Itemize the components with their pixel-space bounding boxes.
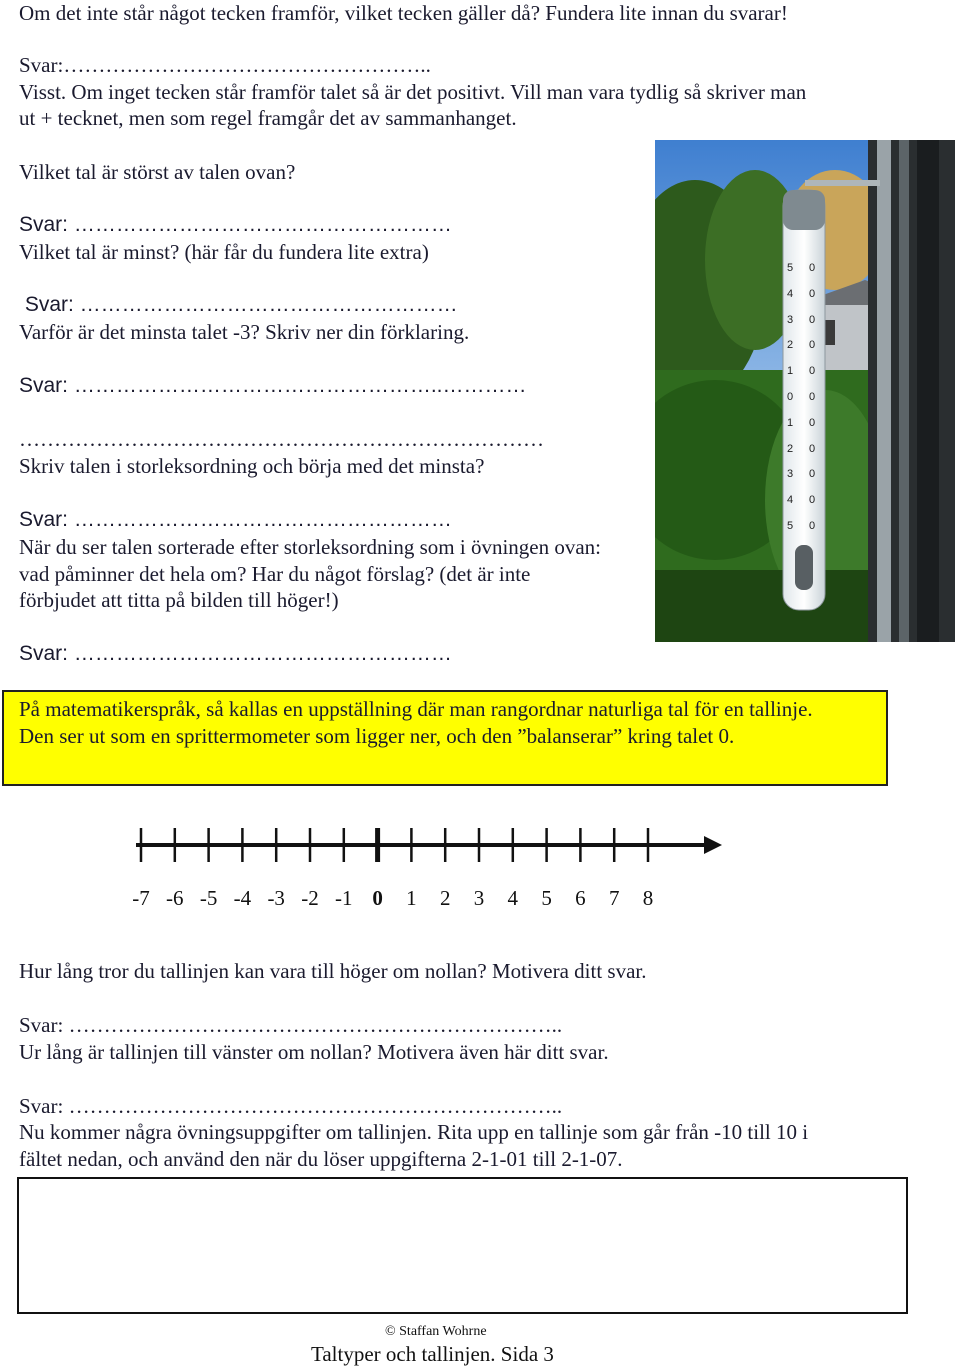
page-footer: Taltyper och tallinjen. Sida 3	[311, 1342, 554, 1366]
number-line	[130, 822, 730, 872]
exercise-instruction: Nu kommer några övningsuppgifter om tallinjen. Rita upp en tallinje som går från -10 till 10 i	[19, 1120, 809, 1144]
explanation-text: ut + tecknet, men som regel framgår det av sammanhanget.	[19, 106, 517, 130]
question-left-length: Ur lång är tallinjen till vänster om nollan? Motivera även här ditt svar.	[19, 1040, 609, 1064]
number-line-label: 5	[541, 886, 552, 910]
question-sign-rule: Om det inte står något tecken framför, vilket tecken gäller då? Fundera lite innan du svarar!	[19, 1, 788, 25]
thermometer-photo	[655, 140, 955, 642]
thermometer-scale-digit: 1	[787, 365, 794, 378]
answer-line: Svar: ………………………………………………	[19, 293, 458, 316]
answer-line: …………………………………………………………………	[19, 427, 544, 451]
number-line-label: 2	[439, 886, 451, 910]
thermometer-scale-digit: 0	[809, 520, 816, 532]
thermometer-scale-digit: 4	[787, 494, 794, 507]
number-line-label: -3	[267, 886, 285, 910]
thermometer-scale-digit: 5	[787, 262, 794, 274]
thermometer-scale-digit: 0	[809, 494, 816, 507]
number-line-label: 3	[473, 886, 485, 910]
thermometer-scale-digit: 0	[809, 339, 816, 352]
number-line-label: 7	[608, 886, 620, 910]
question-largest: Vilket tal är störst av talen ovan?	[19, 160, 296, 184]
answer-line: Svar: ……………………………………………………………..	[19, 1013, 563, 1037]
thermometer-scale-digit: 0	[809, 416, 816, 429]
thermometer-scale-digit: 3	[787, 468, 794, 481]
number-line-label: 1	[406, 886, 417, 910]
thermometer-scale-digit: 0	[809, 262, 816, 274]
answer-line: Svar: ……………………………………………..…………	[19, 374, 527, 397]
thermometer-scale-digit: 0	[809, 468, 816, 481]
thermometer-scale-digit: 4	[787, 287, 794, 300]
thermometer-scale-digit: 1	[787, 416, 794, 429]
answer-line: Svar:……………………………………………..	[19, 53, 431, 77]
question-remind: vad påminner det hela om? Har du något förslag? (det är inte	[19, 562, 531, 586]
thermometer-scale-digit: 2	[787, 442, 794, 455]
question-smallest: Vilket tal är minst? (här får du fundera lite extra)	[19, 240, 429, 264]
answer-line: Svar: ………………………………………………	[19, 642, 452, 665]
definition-line: På matematikerspråk, så kallas en uppställning där man rangordnar naturliga tal för en tallinje.	[19, 697, 813, 721]
thermometer-scale-digit: 5	[787, 520, 794, 532]
thermometer-scale-digit: 0	[787, 391, 794, 403]
number-line-label: 0	[372, 886, 383, 910]
question-order: Skriv talen i storleksordning och börja med det minsta?	[19, 454, 485, 478]
question-remind: När du ser talen sorterade efter storleksordning som i övningen ovan:	[19, 535, 602, 559]
number-line-label: -2	[301, 886, 319, 910]
thermometer-scale-digit: 0	[809, 365, 816, 378]
explanation-text: Visst. Om inget tecken står framför talet så är det positivt. Vill man vara tydlig så skriver man	[19, 80, 807, 104]
answer-line: Svar: ……………………………………………………………..	[19, 1094, 563, 1118]
drawing-field[interactable]	[17, 1177, 908, 1314]
answer-line: Svar: ………………………………………………	[19, 508, 452, 531]
question-why: Varför är det minsta talet -3? Skriv ner din förklaring.	[19, 320, 470, 344]
question-right-length: Hur lång tror du tallinjen kan vara till höger om nollan? Motivera ditt svar.	[19, 959, 647, 983]
question-remind: förbjudet att titta på bilden till höger!)	[19, 588, 339, 612]
number-line-label: -1	[335, 886, 353, 910]
thermometer-scale-digit: 2	[787, 339, 794, 352]
number-line-label: -7	[132, 886, 150, 910]
number-line-label: 6	[575, 886, 586, 910]
exercise-instruction: fältet nedan, och använd den när du löser uppgifterna 2-1-01 till 2-1-07.	[19, 1147, 623, 1171]
thermometer-scale-digit: 0	[809, 287, 816, 300]
number-line-label: -5	[199, 886, 218, 910]
thermometer-scale-digit: 3	[787, 313, 794, 326]
answer-line: Svar: ………………………………………………	[19, 213, 452, 236]
arrow-right-icon	[704, 836, 722, 854]
definition-line: Den ser ut som en sprittermometer som ligger ner, och den ”balanserar” kring talet 0.	[19, 724, 735, 748]
thermometer-scale-digit: 0	[809, 313, 816, 326]
number-line-label: 4	[507, 886, 519, 910]
thermometer-scale-digit: 0	[809, 442, 816, 455]
definition-box	[2, 690, 888, 786]
thermometer-scale-digit: 0	[809, 391, 816, 403]
number-line-label: 8	[642, 886, 654, 910]
number-line-label: -6	[166, 886, 184, 910]
copyright: © Staffan Wohrne	[385, 1324, 487, 1339]
number-line-label: -4	[233, 886, 252, 910]
